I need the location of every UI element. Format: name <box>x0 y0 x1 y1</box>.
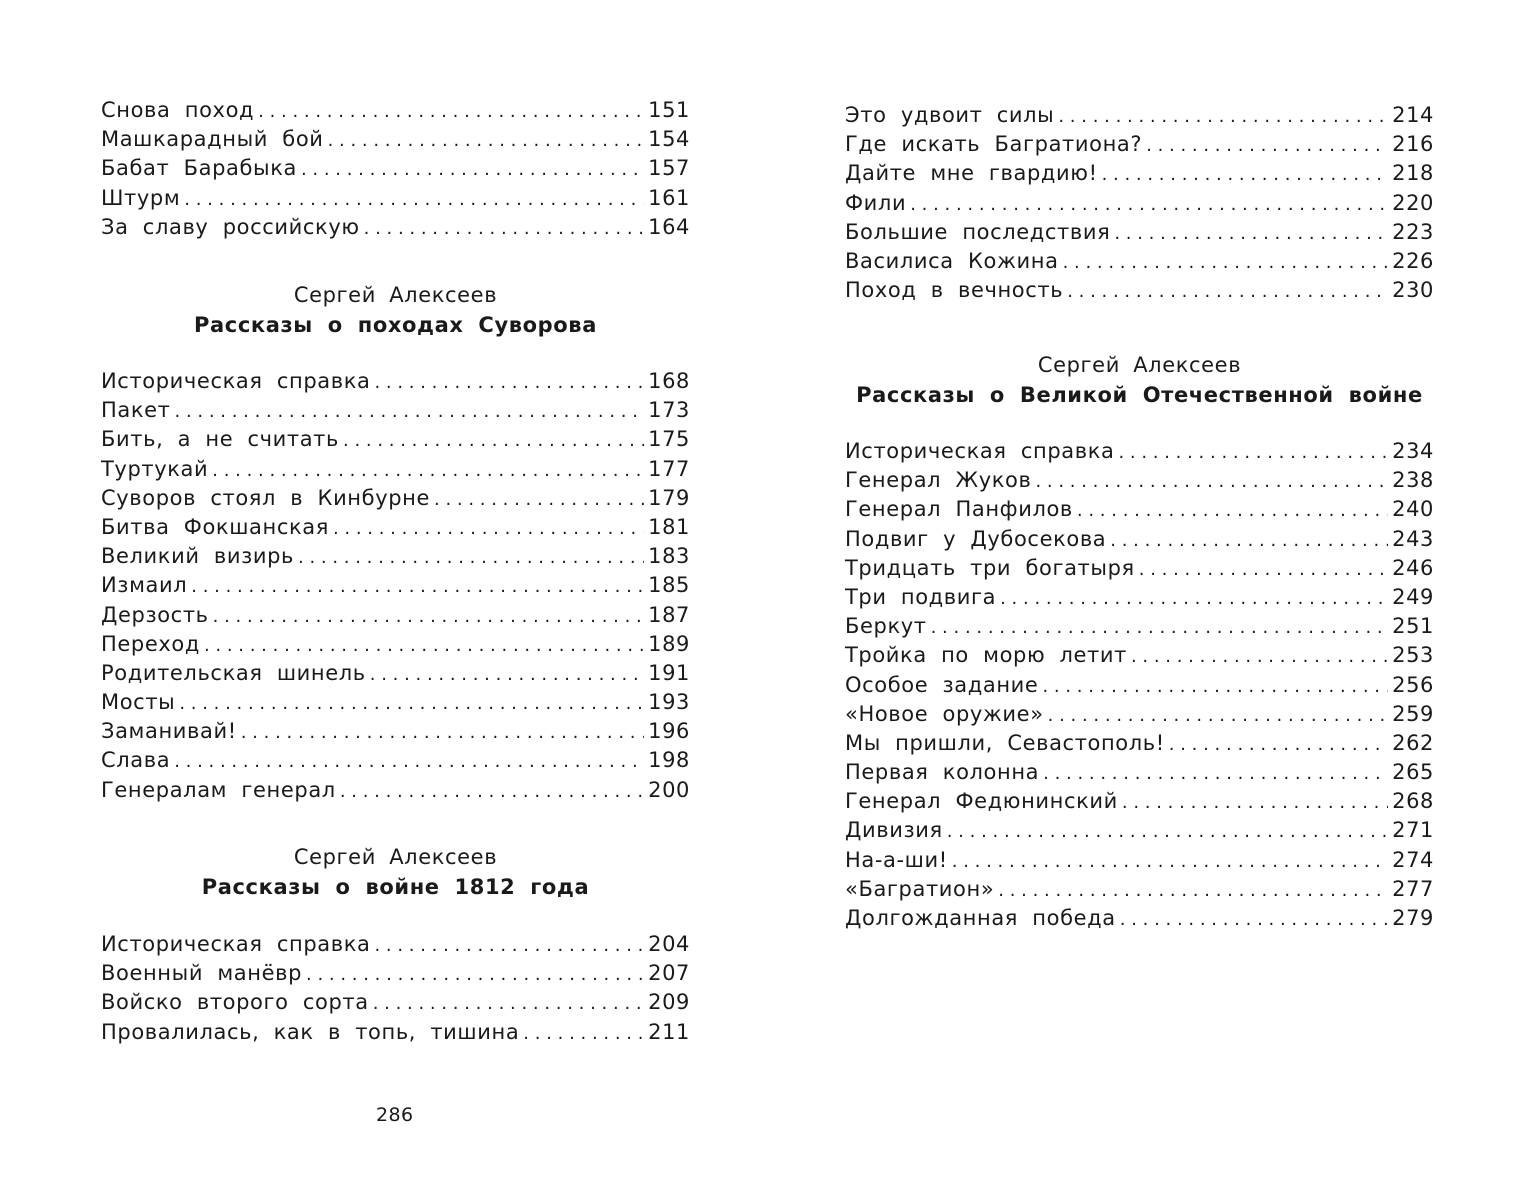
toc-entry-title: Где искать Багратиона? <box>845 132 1143 157</box>
toc-entry[interactable] <box>101 513 690 542</box>
toc-entry-page: 249 <box>1392 584 1434 609</box>
toc-entry-page: 154 <box>648 127 690 152</box>
toc-entry-title: Снова поход <box>101 98 255 122</box>
toc-entry-page: 223 <box>1392 219 1434 244</box>
dot-leader <box>213 601 644 631</box>
toc-entry-page: 211 <box>648 1019 690 1044</box>
toc-entry[interactable] <box>845 700 1434 729</box>
toc-entry[interactable] <box>101 601 690 630</box>
dot-leader <box>374 930 644 960</box>
toc-entry-page: 251 <box>1392 614 1434 639</box>
toc-entry[interactable] <box>101 125 690 154</box>
toc-entry-page: 193 <box>648 690 690 715</box>
section-author: Сергей Алексеев <box>1037 353 1242 377</box>
toc-entry-page: 277 <box>1392 876 1434 901</box>
toc-list-wwii <box>845 437 1434 933</box>
toc-entry-title: Фили <box>845 190 907 215</box>
toc-entry-title: Переход <box>101 631 200 656</box>
toc-entry-title: Генерал Панфилов <box>845 497 1073 522</box>
toc-entry-title: На-а-ши! <box>845 847 948 872</box>
toc-entry-page: 265 <box>1392 760 1434 785</box>
toc-entry-page: 200 <box>648 777 690 802</box>
dot-leader <box>1058 101 1388 131</box>
dot-leader <box>1118 437 1388 467</box>
toc-entry-page: 246 <box>1392 555 1434 580</box>
toc-entry[interactable] <box>845 729 1434 758</box>
dot-leader <box>1042 671 1388 701</box>
toc-entry-title: Мы пришли, Севастополь! <box>845 730 1165 755</box>
toc-entry-page: 230 <box>1392 278 1434 303</box>
section-title: Рассказы о Великой Отечественной войне <box>856 383 1423 407</box>
dot-leader <box>174 746 644 776</box>
toc-list-right-top <box>845 101 1434 305</box>
dot-leader <box>343 425 644 455</box>
toc-entry-page: 253 <box>1392 643 1434 668</box>
dot-leader <box>998 875 1388 905</box>
toc-entry[interactable] <box>101 396 690 425</box>
toc-entry-page: 274 <box>1392 847 1434 872</box>
toc-entry-page: 234 <box>1392 439 1434 463</box>
toc-entry[interactable] <box>101 484 690 513</box>
toc-entry-title: «Новое оружие» <box>845 701 1044 726</box>
toc-entry-title: Заманивай! <box>101 719 237 744</box>
section-author: Сергей Алексеев <box>293 845 498 869</box>
toc-entry-title: Поход в вечность <box>845 278 1064 303</box>
toc-entry-page: 259 <box>1392 701 1434 726</box>
toc-entry-title: Битва Фокшанская <box>101 514 329 539</box>
toc-entry-title: Историческая справка <box>101 932 371 956</box>
toc-entry-title: Историческая справка <box>101 369 371 393</box>
toc-entry-title: Суворов стоял в Кинбурне <box>101 485 430 510</box>
toc-entry-title: Генерал Жуков <box>845 468 1032 493</box>
toc-entry-title: Дивизия <box>845 818 943 843</box>
toc-entry[interactable] <box>101 542 690 571</box>
dot-leader <box>374 367 644 397</box>
dot-leader <box>1131 641 1388 671</box>
section-heading-1812 <box>101 842 690 902</box>
dot-leader <box>328 125 645 155</box>
toc-entry-title: Беркут <box>845 614 927 639</box>
toc-entry[interactable] <box>845 875 1434 904</box>
toc-entry-page: 185 <box>648 573 690 598</box>
toc-entry[interactable] <box>845 758 1434 787</box>
toc-entry-page: 243 <box>1392 526 1434 551</box>
section-author: Сергей Алексеев <box>293 283 498 307</box>
toc-entry-page: 173 <box>648 398 690 423</box>
toc-entry-title: Дайте мне гвардию! <box>845 161 1098 186</box>
toc-entry-page: 181 <box>648 514 690 539</box>
toc-entry[interactable] <box>101 988 690 1017</box>
toc-entry-page: 204 <box>648 932 690 956</box>
toc-entry[interactable] <box>845 612 1434 641</box>
dot-leader <box>204 630 644 660</box>
dot-leader <box>212 455 644 485</box>
toc-list-1812 <box>101 930 690 1047</box>
dot-leader <box>1146 130 1388 160</box>
dot-leader <box>191 571 644 601</box>
toc-entry-title: Измаил <box>101 573 188 598</box>
toc-entry-title: Подвиг у Дубосекова <box>845 526 1107 551</box>
toc-entry-page: 179 <box>648 485 690 510</box>
toc-entry-title: Долгожданная победа <box>845 906 1116 930</box>
toc-entry[interactable] <box>845 583 1434 612</box>
toc-entry[interactable] <box>101 659 690 688</box>
toc-entry-page: 161 <box>648 185 690 210</box>
toc-entry-title: Первая колонна <box>845 760 1040 785</box>
dot-leader <box>434 484 644 514</box>
toc-entry-page: 220 <box>1392 190 1434 215</box>
toc-entry[interactable] <box>101 776 690 805</box>
toc-entry-title: Пакет <box>101 398 171 423</box>
toc-entry[interactable] <box>845 159 1434 188</box>
toc-entry-title: Войско второго сорта <box>101 990 369 1015</box>
dot-leader <box>1122 787 1388 817</box>
toc-entry-title: Слава <box>101 748 171 773</box>
toc-entry[interactable] <box>101 959 690 988</box>
section-title: Рассказы о войне 1812 года <box>201 875 590 899</box>
dot-leader <box>306 959 644 989</box>
toc-entry[interactable] <box>101 571 690 600</box>
toc-entry-title: Историческая справка <box>845 439 1115 463</box>
toc-entry[interactable] <box>101 930 690 959</box>
toc-entry-page: 196 <box>648 719 690 744</box>
toc-entry-title: Провалилась, как в топь, тишина <box>101 1019 520 1044</box>
toc-entry[interactable] <box>845 437 1434 466</box>
toc-list-left-top <box>101 96 690 242</box>
toc-entry[interactable] <box>845 904 1434 933</box>
toc-entry-page: 216 <box>1392 132 1434 157</box>
toc-entry-title: Тройка по морю летит <box>845 643 1127 668</box>
section-heading-wwii <box>845 350 1434 410</box>
toc-entry[interactable] <box>101 184 690 213</box>
dot-leader <box>258 96 644 126</box>
toc-entry-page: 157 <box>648 156 690 181</box>
dot-leader <box>931 612 1389 642</box>
toc-entry-title: Большие последствия <box>845 219 1111 244</box>
toc-entry[interactable] <box>845 495 1434 524</box>
toc-entry[interactable] <box>845 554 1434 583</box>
toc-entry[interactable] <box>845 816 1434 845</box>
dot-leader <box>1110 525 1388 555</box>
toc-entry[interactable] <box>101 746 690 775</box>
toc-entry-title: Военный манёвр <box>101 961 303 986</box>
dot-leader <box>1048 700 1388 730</box>
toc-entry-title: Василиса Кожина <box>845 248 1059 273</box>
toc-entry[interactable] <box>845 218 1434 247</box>
toc-entry-title: Дерзость <box>101 602 209 627</box>
dot-leader <box>364 213 644 243</box>
toc-entry[interactable] <box>101 688 690 717</box>
toc-entry[interactable] <box>845 846 1434 875</box>
toc-entry[interactable] <box>101 154 690 183</box>
dot-leader <box>333 513 644 543</box>
toc-entry-title: Особое задание <box>845 672 1039 697</box>
dot-leader <box>340 776 644 806</box>
toc-entry-page: 175 <box>648 427 690 452</box>
toc-entry-page: 207 <box>648 961 690 986</box>
dot-leader <box>298 542 644 572</box>
dot-leader <box>175 396 645 426</box>
dot-leader <box>523 1018 644 1048</box>
dot-leader <box>1169 729 1388 759</box>
toc-entry-page: 268 <box>1392 789 1434 814</box>
dot-leader <box>1120 904 1388 934</box>
toc-entry-page: 183 <box>648 544 690 569</box>
dot-leader <box>1139 554 1388 584</box>
page-number: 286 <box>376 1104 414 1126</box>
dot-leader <box>1114 218 1388 248</box>
toc-entry[interactable] <box>845 641 1434 670</box>
toc-entry-page: 209 <box>648 990 690 1015</box>
toc-entry-page: 279 <box>1392 906 1434 930</box>
toc-entry[interactable] <box>845 189 1434 218</box>
toc-entry[interactable] <box>101 96 690 125</box>
toc-entry-title: Генерал Федюнинский <box>845 789 1118 814</box>
toc-entry[interactable] <box>101 1018 690 1047</box>
dot-leader <box>1067 276 1388 306</box>
toc-entry-title: Бить, а не считать <box>101 427 339 452</box>
toc-list-suvorov <box>101 367 690 805</box>
section-heading-suvorov <box>101 280 690 340</box>
toc-entry-page: 168 <box>648 369 690 393</box>
toc-entry-title: Машкарадный бой <box>101 127 324 152</box>
toc-entry-title: Туртукай <box>101 456 209 481</box>
toc-entry-page: 189 <box>648 631 690 656</box>
dot-leader <box>910 189 1388 219</box>
toc-entry-page: 177 <box>648 456 690 481</box>
toc-entry[interactable] <box>845 787 1434 816</box>
toc-entry-title: Родительская шинель <box>101 660 366 685</box>
toc-entry[interactable] <box>845 101 1434 130</box>
toc-entry[interactable] <box>845 466 1434 495</box>
toc-entry-page: 226 <box>1392 248 1434 273</box>
toc-entry-title: Штурм <box>101 185 181 210</box>
toc-entry-page: 151 <box>648 98 690 122</box>
toc-entry-page: 187 <box>648 602 690 627</box>
toc-entry[interactable] <box>845 671 1434 700</box>
toc-entry-title: Генералам генерал <box>101 777 336 802</box>
toc-entry-title: Бабат Барабыка <box>101 156 297 181</box>
section-title: Рассказы о походах Суворова <box>194 313 597 337</box>
toc-entry[interactable] <box>101 367 690 396</box>
dot-leader <box>1077 495 1388 525</box>
toc-entry-page: 218 <box>1392 161 1434 186</box>
toc-entry[interactable] <box>101 717 690 746</box>
toc-entry-title: Великий визирь <box>101 544 294 569</box>
dot-leader <box>373 988 644 1018</box>
toc-entry[interactable] <box>845 276 1434 305</box>
toc-entry[interactable] <box>845 247 1434 276</box>
dot-leader <box>1043 758 1388 788</box>
dot-leader <box>301 154 644 184</box>
toc-entry-page: 214 <box>1392 103 1434 127</box>
toc-entry-page: 238 <box>1392 468 1434 493</box>
toc-entry-page: 271 <box>1392 818 1434 843</box>
dot-leader <box>184 184 644 214</box>
dot-leader <box>370 659 644 689</box>
toc-entry-page: 262 <box>1392 730 1434 755</box>
toc-entry-page: 164 <box>648 214 690 239</box>
toc-entry[interactable] <box>845 525 1434 554</box>
toc-entry[interactable] <box>101 425 690 454</box>
toc-entry-page: 256 <box>1392 672 1434 697</box>
dot-leader <box>179 688 644 718</box>
toc-entry-title: Тридцать три богатыря <box>845 555 1135 580</box>
toc-entry-page: 198 <box>648 748 690 773</box>
toc-entry-title: Три подвига <box>845 584 997 609</box>
toc-entry[interactable] <box>845 130 1434 159</box>
toc-entry-page: 240 <box>1392 497 1434 522</box>
toc-entry[interactable] <box>101 455 690 484</box>
dot-leader <box>1063 247 1389 277</box>
dot-leader <box>1035 466 1388 496</box>
dot-leader <box>241 717 644 747</box>
dot-leader <box>952 846 1388 876</box>
toc-entry-title: «Багратион» <box>845 876 995 901</box>
toc-entry-title: За славу российскую <box>101 214 360 239</box>
dot-leader <box>1000 583 1388 613</box>
toc-entry-title: Мосты <box>101 690 176 715</box>
dot-leader <box>947 816 1388 846</box>
toc-entry-title: Это удвоит силы <box>845 103 1055 127</box>
toc-entry[interactable] <box>101 213 690 242</box>
dot-leader <box>1102 159 1389 189</box>
toc-entry[interactable] <box>101 630 690 659</box>
toc-entry-page: 191 <box>648 660 690 685</box>
